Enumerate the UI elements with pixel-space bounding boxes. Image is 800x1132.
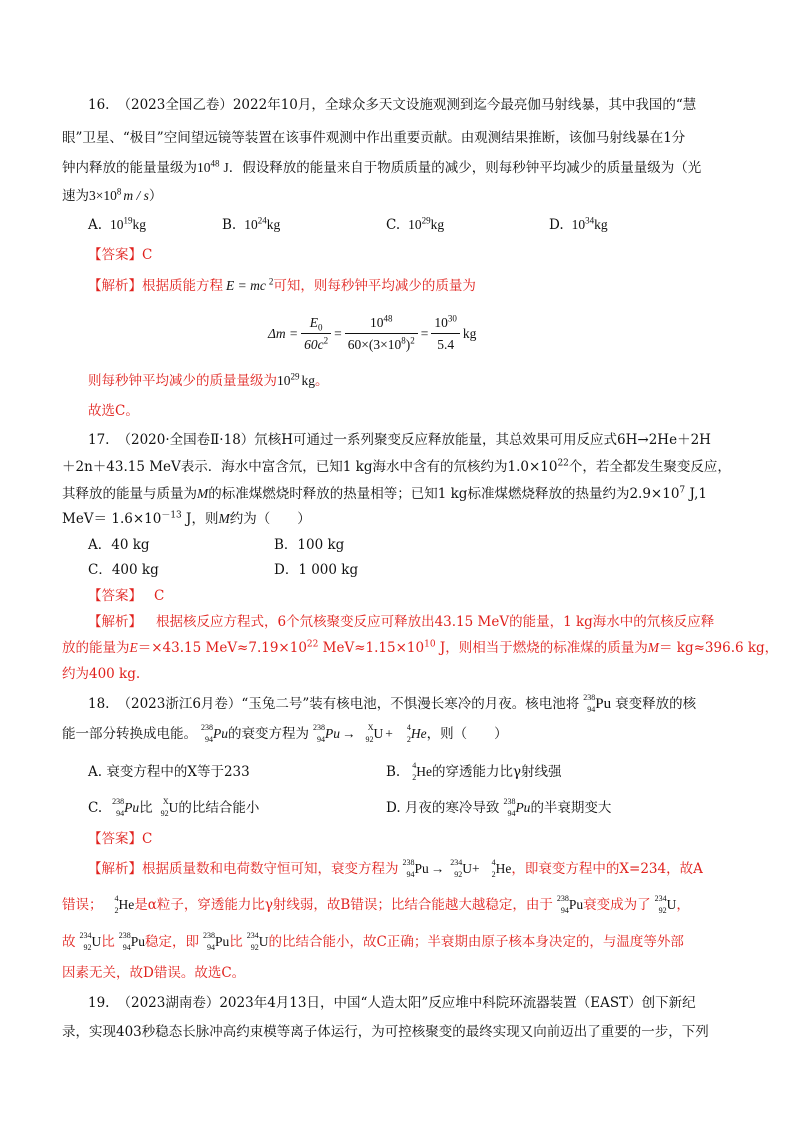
pu-238-nuclide xyxy=(199,930,216,953)
fraction-exp: 2 xyxy=(323,335,329,345)
q18-text: 的衰变方程为 xyxy=(228,726,309,742)
q17-option-a[interactable] xyxy=(88,535,150,555)
mass-number: 4 xyxy=(491,857,496,867)
q17-mass-symbol: M xyxy=(218,511,230,526)
q17-option-d[interactable] xyxy=(274,560,358,580)
option-text: 的穿透能力比γ射线强 xyxy=(431,764,562,780)
pu-symbol: Pu xyxy=(325,726,340,741)
q19-line-1 xyxy=(88,993,696,1013)
q17-analysis-2 xyxy=(62,638,778,658)
mass-number: 238 xyxy=(201,722,213,732)
option-label: C． xyxy=(88,562,112,578)
mass-number: 4 xyxy=(412,760,417,770)
option-text: 的半衰期变大 xyxy=(530,800,612,816)
analysis-text: 是α粒子，穿透能力比γ射线弱，故B错误；比结合能越大越稳定，由于 xyxy=(134,897,553,913)
q16-text-1: 2022年10月，全球众多天文设施观测到迄今最亮伽马射线暴，其中我国的“慧 xyxy=(232,97,697,113)
he-4-nuclide xyxy=(480,857,496,880)
mass-loss-formula xyxy=(268,304,476,364)
analysis-text: 错误； xyxy=(62,897,103,913)
fraction-num: 10 xyxy=(434,314,448,330)
mass-number: X xyxy=(367,722,374,732)
q17-text: 约为（ ） xyxy=(229,511,311,527)
fraction-exp: 2 xyxy=(410,335,415,345)
q17-text: ＋2n＋43.15 MeV表示．海水中富含氘，已知1 kg海水中含有的氘核约为1.0×10 xyxy=(62,459,558,475)
q17-text: 的标准煤燃烧时释放的热量相等；已知1 kg标准煤燃烧释放的热量约为2.9×10 xyxy=(208,486,680,502)
q16-text-4b: ） xyxy=(148,188,163,204)
q17-text: 其释放的能量与质量为 xyxy=(62,486,197,502)
option-base: 10 xyxy=(408,217,422,232)
atomic-number: 94 xyxy=(207,942,216,952)
q17-text: J，则 xyxy=(181,511,219,527)
pu-238-nuclide xyxy=(197,722,213,745)
u-234-nuclide xyxy=(446,857,463,880)
pu-symbol: Pu xyxy=(515,800,531,815)
atomic-number: 92 xyxy=(160,808,169,818)
q18-text: 衰变释放的核 xyxy=(615,696,697,712)
option-base: 10 xyxy=(571,217,586,232)
analysis-text: J，则相当于燃烧的标准煤的质量为 xyxy=(435,640,648,656)
q16-line-2 xyxy=(62,128,685,148)
atomic-number: 94 xyxy=(560,905,569,915)
q18-answer xyxy=(88,829,152,849)
q17-analysis-1 xyxy=(88,612,714,632)
plus: + xyxy=(472,861,480,876)
he-4-nuclide xyxy=(103,893,119,916)
analysis-text: 的比结合能小，故C正确；半衰期由原子核本身决定的，与温度等外部 xyxy=(268,934,684,950)
q18-line-2 xyxy=(62,724,508,745)
mass-number: 4 xyxy=(406,722,411,732)
u-234-nuclide xyxy=(651,893,667,916)
fraction-2 xyxy=(345,313,418,356)
analysis-exp: 22 xyxy=(306,639,319,650)
mass-number: 238 xyxy=(313,722,325,732)
u-234-nuclide xyxy=(76,930,92,953)
analysis-text: 根据质能方程 xyxy=(142,278,223,294)
q17-option-c[interactable] xyxy=(88,560,159,580)
option-base: 10 xyxy=(110,217,124,232)
he-4-nuclide xyxy=(395,722,411,745)
atomic-number: 94 xyxy=(317,734,325,744)
equation-exponent: 2 xyxy=(268,276,274,287)
fraction-sub: 0 xyxy=(318,322,323,333)
atomic-number: 2 xyxy=(114,905,119,915)
energy-value: 10 xyxy=(197,160,211,175)
light-speed-exponent: 8 xyxy=(116,186,122,197)
he-symbol: He xyxy=(416,764,432,779)
analysis-tag: 【解析】 xyxy=(88,278,142,294)
atomic-number: 2 xyxy=(412,772,417,782)
pu-symbol: Pu xyxy=(595,696,612,712)
option-text: 1 000 kg xyxy=(298,562,359,578)
fraction-exp: 48 xyxy=(383,313,393,323)
option-label: C. xyxy=(386,217,401,233)
energy-unit: J xyxy=(223,160,229,175)
atomic-number: 94 xyxy=(116,808,125,818)
mass-number: 238 xyxy=(583,692,596,702)
q18-option-d[interactable] xyxy=(386,798,611,819)
analysis-text: 比 xyxy=(229,934,243,950)
conclusion-unit: kg xyxy=(301,373,315,388)
pu-238-nuclide xyxy=(399,857,415,880)
analysis-text: ＝ kg≈396.6 kg， xyxy=(659,640,779,656)
option-text: 100 kg xyxy=(297,537,345,553)
fraction-1 xyxy=(301,313,331,356)
option-unit: kg xyxy=(266,217,281,232)
mass-number: 234 xyxy=(246,930,259,940)
analysis-exp: 10 xyxy=(424,639,436,650)
answer-value: C xyxy=(142,247,153,263)
option-label: D. xyxy=(549,217,564,233)
atomic-number: 92 xyxy=(83,942,92,952)
q18-line-1 xyxy=(88,694,696,715)
mass-number: 4 xyxy=(114,893,119,903)
q19-text: （2023湖南卷）2023年4月13日，中国“人造太阳”反应堆中科院环流器装置（EAST）创下新纪 xyxy=(117,995,696,1011)
analysis-tag: 【解析】 xyxy=(88,861,142,877)
pu-238-nuclide xyxy=(108,796,125,819)
atomic-number: 92 xyxy=(250,942,259,952)
q18-text: ，则（ ） xyxy=(426,726,508,742)
fraction-exp: 8 xyxy=(401,335,406,345)
q17-text-1: （2020·全国卷Ⅱ·18）氘核H可通过一系列聚变反应释放能量，其总效果可用反应式6H→2He＋2H xyxy=(117,432,711,448)
fraction-exp: 30 xyxy=(447,313,457,323)
fraction-den: 60c xyxy=(304,336,324,352)
option-text: 的比结合能小 xyxy=(178,800,260,816)
fraction-den: 60×(3×10 xyxy=(347,336,402,352)
atomic-number: 2 xyxy=(491,869,496,879)
q17-exp: 22 xyxy=(557,458,569,469)
u-symbol: U xyxy=(373,726,384,741)
q16-line-3 xyxy=(62,158,701,178)
q17-exp: －13 xyxy=(161,510,182,521)
pu-symbol: Pu xyxy=(130,934,146,949)
q17-line-2 xyxy=(62,457,731,477)
fraction-3 xyxy=(431,313,460,356)
q16-text-2: 眼”卫星、“极目”空间望远镜等装置在该事件观测中作出重要贡献。由观测结果推断，该伽马射线暴在1分 xyxy=(62,130,686,146)
formula-unit: kg xyxy=(462,326,477,341)
equals-sign: = xyxy=(420,326,429,341)
q18-text: 能一部分转换成电能。 xyxy=(62,726,197,742)
analysis-text: 放的能量为 xyxy=(62,640,130,656)
question-number: 16. xyxy=(88,97,110,113)
q17-line-1 xyxy=(88,430,711,450)
option-label: B. xyxy=(222,217,237,233)
pu-238-nuclide xyxy=(499,796,516,819)
option-label: A． xyxy=(88,537,112,553)
pu-symbol: Pu xyxy=(213,726,228,741)
q18-option-b[interactable] xyxy=(386,762,562,783)
answer-tag: 【答案】 xyxy=(88,588,142,604)
analysis-text: 根据质量数和电荷数守恒可知，衰变方程为 xyxy=(142,861,399,877)
atomic-number: 94 xyxy=(406,869,415,879)
q16-final-choice: 故选C。 xyxy=(88,403,139,419)
light-speed-unit: m / s xyxy=(123,188,149,203)
he-symbol: He xyxy=(410,726,427,741)
he-symbol: He xyxy=(495,861,512,876)
pu-symbol: Pu xyxy=(568,897,584,912)
question-number: 17. xyxy=(88,432,110,448)
option-exp: 29 xyxy=(421,215,431,226)
option-label: B． xyxy=(274,537,298,553)
option-base: 10 xyxy=(244,217,258,232)
question-number: 18. xyxy=(88,696,110,712)
mass-number: 238 xyxy=(556,893,569,903)
q17-text: J,1 xyxy=(685,486,707,502)
q17-exp: 7 xyxy=(679,485,686,496)
analysis-text: ， xyxy=(676,897,690,913)
q16-text-3a: 钟内释放的能量量级为 xyxy=(62,160,197,176)
u-symbol: U xyxy=(91,934,102,949)
mass-number: 238 xyxy=(402,857,415,867)
atomic-number: 92 xyxy=(454,869,463,879)
option-text: 40 kg xyxy=(111,537,150,553)
atomic-number: 92 xyxy=(658,905,667,915)
q17-text: 个，若全都发生聚变反应， xyxy=(568,459,731,475)
atomic-number: 2 xyxy=(406,734,411,744)
light-speed-value: 3×10 xyxy=(89,188,117,203)
u-234-nuclide xyxy=(243,930,259,953)
q17-line-3 xyxy=(62,484,707,504)
pu-238-nuclide xyxy=(115,930,131,953)
answer-tag: 【答案】 xyxy=(88,831,142,847)
fraction-num: E xyxy=(309,314,319,330)
u-symbol: U xyxy=(168,800,179,815)
answer-tag: 【答案】 xyxy=(88,247,142,263)
q16-option-d[interactable] xyxy=(549,215,608,235)
q17-answer xyxy=(88,586,164,606)
energy-symbol: E xyxy=(129,640,138,655)
mass-number: 234 xyxy=(654,893,667,903)
option-text: 400 kg xyxy=(111,562,159,578)
analysis-text: ＝×43.15 MeV≈7.19×10 xyxy=(137,640,307,656)
pu-symbol: Pu xyxy=(414,861,429,876)
atomic-number: 92 xyxy=(365,734,374,744)
q18-text: （2023浙江6月卷）“玉兔二号”装有核电池，不惧漫长寒冷的月夜。核电池将 xyxy=(117,696,580,712)
analysis-text: 可知，则每秒钟平均减少的质量为 xyxy=(273,278,476,294)
option-text: D. 月夜的寒冷导致 xyxy=(386,800,500,816)
answer-value: C xyxy=(142,831,153,847)
q17-mass-symbol: M xyxy=(197,486,209,501)
fraction-den: 5.4 xyxy=(437,336,455,352)
q16-line-1 xyxy=(88,95,696,115)
option-exp: 24 xyxy=(257,215,267,226)
mass-number: 238 xyxy=(203,930,216,940)
atomic-number: 94 xyxy=(205,734,213,744)
question-source: （2023全国乙卷） xyxy=(117,97,233,113)
q17-line-4 xyxy=(62,509,311,529)
paren-close: ) xyxy=(405,336,411,352)
q16-option-c[interactable] xyxy=(386,215,444,235)
option-label: D． xyxy=(274,562,299,578)
mass-number: 234 xyxy=(450,857,463,867)
question-number: 19. xyxy=(88,995,110,1011)
pu-symbol: Pu xyxy=(124,800,140,815)
mass-symbol: M xyxy=(647,640,659,655)
u-symbol: U xyxy=(666,897,677,912)
q17-text: MeV＝ 1.6×10 xyxy=(62,511,162,527)
conclusion-end: 。 xyxy=(315,373,329,389)
q18-analysis-3 xyxy=(62,932,684,953)
energy-exponent: 48 xyxy=(210,158,220,169)
mass-energy-equation: E = mc xyxy=(226,278,266,293)
conclusion-exp: 29 xyxy=(290,371,300,382)
q16-analysis xyxy=(88,276,476,296)
he-symbol: He xyxy=(118,897,135,912)
q16-option-a[interactable] xyxy=(88,215,146,235)
option-label: C. xyxy=(88,800,103,816)
analysis-text: 衰变成为了 xyxy=(583,897,651,913)
mass-number: X xyxy=(162,796,169,806)
option-exp: 34 xyxy=(585,215,595,226)
analysis-text: 比 xyxy=(101,934,115,950)
q16-conclusion xyxy=(88,371,329,391)
mass-number: 238 xyxy=(118,930,131,940)
pu-238-nuclide xyxy=(309,722,325,745)
option-unit: kg xyxy=(594,217,608,232)
pu-238-nuclide xyxy=(553,893,569,916)
analysis-text: ，即衰变方程中的X=234，故A xyxy=(511,861,703,877)
conclusion-base: 10 xyxy=(277,373,291,388)
q17-option-b[interactable] xyxy=(274,535,344,555)
arrow: → xyxy=(342,726,356,741)
q18-option-a[interactable]: A. 衰变方程中的X等于233 xyxy=(88,764,250,780)
q16-option-b[interactable] xyxy=(222,215,280,235)
q16-line-4 xyxy=(62,186,162,206)
option-exp: 19 xyxy=(123,215,133,226)
u-x-nuclide xyxy=(358,722,374,745)
equals-sign: = xyxy=(334,326,342,341)
q18-analysis-4: 因素无关，故D错误。故选C。 xyxy=(62,965,246,981)
plus: + xyxy=(385,726,393,741)
option-label: A. xyxy=(88,217,103,233)
analysis-tag: 【解析】 xyxy=(88,614,142,630)
option-text: 比 xyxy=(139,800,153,816)
q17-analysis-3: 约为400 kg. xyxy=(62,666,141,682)
q18-analysis-1 xyxy=(88,859,703,880)
conclusion-text: 则每秒钟平均减少的质量量级为 xyxy=(88,373,277,389)
analysis-text: 稳定，即 xyxy=(145,934,200,950)
pu-238-nuclide xyxy=(579,692,596,715)
q18-analysis-2 xyxy=(62,895,690,916)
atomic-number: 94 xyxy=(587,704,596,714)
mass-number: 238 xyxy=(112,796,125,806)
q16-text-3b: ．假设释放的能量来自于物质质量的减少，则每秒钟平均减少的质量量级为（光 xyxy=(228,160,702,176)
u-symbol: U xyxy=(258,934,269,949)
arrow: → xyxy=(430,861,445,876)
he-4-nuclide xyxy=(400,760,417,783)
fraction-num: 10 xyxy=(370,314,384,330)
analysis-text: MeV≈1.15×10 xyxy=(318,640,425,656)
answer-value: C xyxy=(154,588,165,604)
analysis-text: 根据核反应方程式，6个氘核聚变反应可释放出43.15 MeV的能量，1 kg海水中的氘核反应释 xyxy=(156,614,715,630)
option-unit: kg xyxy=(132,217,147,232)
q19-line-2: 录，实现403秒稳态长脉冲高约束模等离子体运行，为可控核聚变的最终实现又向前迈出了重要的一步，下列 xyxy=(62,1024,709,1040)
u-symbol: U xyxy=(462,861,473,876)
pu-symbol: Pu xyxy=(215,934,230,949)
option-label: B. xyxy=(386,764,401,780)
mass-number: 234 xyxy=(79,930,92,940)
atomic-number: 94 xyxy=(122,942,131,952)
q16-answer xyxy=(88,245,152,265)
u-x-nuclide xyxy=(153,796,169,819)
atomic-number: 94 xyxy=(507,808,516,818)
q16-text-4a: 速为 xyxy=(62,188,89,204)
formula-lhs: Δm = xyxy=(268,326,299,341)
mass-number: 238 xyxy=(503,796,516,806)
option-unit: kg xyxy=(430,217,445,232)
q18-option-c[interactable] xyxy=(88,798,259,819)
analysis-text: 故 xyxy=(62,934,76,950)
